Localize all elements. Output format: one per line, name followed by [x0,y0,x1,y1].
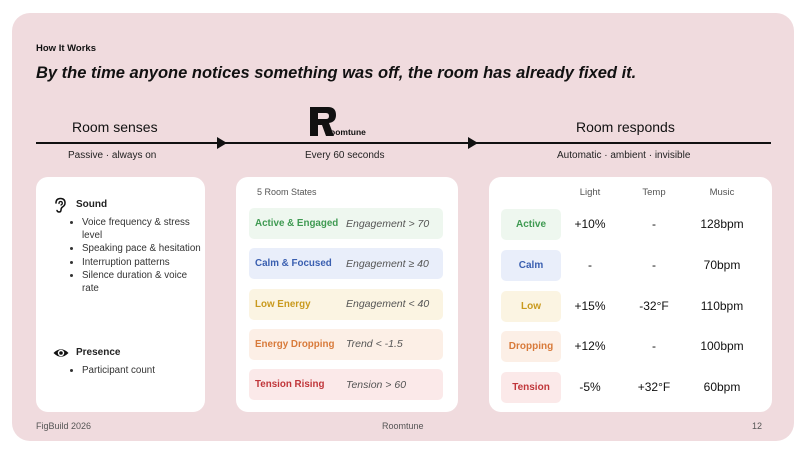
response-state-badge: Active [501,209,561,240]
eyebrow: How It Works [36,43,96,54]
states-label: 5 Room States [257,187,317,197]
list-item: • Participant count [82,364,202,377]
state-pill [249,248,443,279]
list-item: • Interruption patterns [82,256,202,269]
state-rule: Trend < -1.5 [346,338,403,351]
sense-title: Presence [76,347,121,358]
sense-title: Sound [76,199,108,210]
response-music-value: 128bpm [700,217,744,231]
list-item: • Voice frequency & stress level [82,216,202,242]
flow-line [36,142,771,144]
response-temp-value: -32°F [639,298,669,313]
response-state-badge: Calm [501,250,561,281]
state-rule: Engagement < 40 [346,298,430,311]
response-music-value: 70bpm [703,257,741,272]
sense-list [82,364,202,377]
state-name: Low Energy [255,298,311,310]
column-header-temp: Temp [642,187,666,198]
state-pill [249,208,443,239]
response-card [489,177,772,412]
stage-subtitle-sense: Passive · always on [68,150,157,161]
state-rule: Engagement ≥ 40 [346,257,429,270]
stage-subtitle-center: Every 60 seconds [305,150,385,161]
sense-list [82,216,202,295]
ear-icon [52,197,68,213]
footer-page-number: 12 [752,421,763,431]
state-name: Energy Dropping [255,338,335,350]
state-name: Tension Rising [255,379,325,391]
footer-event: FigBuild 2026 [36,421,92,431]
response-music-value: 60bpm [703,380,741,395]
response-state-badge: Dropping [501,331,561,362]
response-music-value: 110bpm [700,298,744,313]
response-temp-value: - [652,217,656,231]
response-light-value: +12% [574,339,606,354]
response-temp-value: +32°F [637,380,671,395]
arrow-right-icon [468,137,478,149]
list-item: • Silence duration & voice rate [82,269,202,295]
state-name: Active & Engaged [255,218,339,229]
list-item: • Speaking pace & hesitation [82,242,202,255]
state-name: Calm & Focused [255,258,332,270]
response-state-badge: Low [501,291,561,322]
response-light-value: +15% [574,298,606,313]
response-light-value: - [588,257,592,272]
state-rule: Tension > 60 [346,378,407,391]
state-pill [249,289,443,320]
slide [12,13,794,441]
response-state-badge: Tension [501,372,561,403]
state-pill [249,329,443,360]
senses-card [36,177,205,412]
response-music-value: 100bpm [700,339,744,354]
response-light-value: +10% [574,217,606,231]
response-temp-value: - [652,257,656,272]
column-header-music: Music [709,187,735,198]
state-rule: Engagement > 70 [346,217,430,230]
response-temp-value: - [652,339,656,354]
eye-icon [52,345,70,361]
footer-brand: Roomtune [382,421,424,431]
column-header-light: Light [579,187,601,198]
stage-title-respond: Room responds [576,119,675,135]
stage-subtitle-respond: Automatic · ambient · invisible [557,150,691,161]
headline: By the time anyone notices something was off, the room has already fixed it. [36,64,637,82]
brand-wordmark: oomtune [330,127,366,137]
stage-title-sense: Room senses [72,119,158,135]
states-card [236,177,458,412]
response-light-value: -5% [579,380,601,395]
state-pill [249,369,443,400]
arrow-right-icon [217,137,227,149]
